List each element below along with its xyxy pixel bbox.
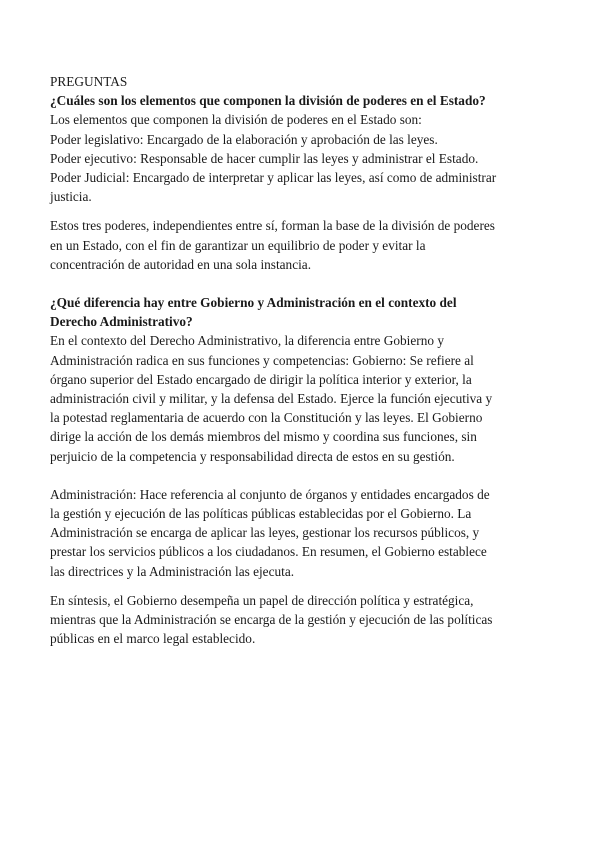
question-2-paragraph-2-line: la gestión y ejecución de las políticas públicas establecidas por el Gobierno. La (50, 506, 472, 522)
question-2-paragraph-1-line: En el contexto del Derecho Administrativo, la diferencia entre Gobierno y (50, 333, 444, 349)
question-2-paragraph-3-line: públicas en el marco legal establecido. (50, 631, 256, 647)
paragraph-spacer (50, 206, 530, 216)
question-2-paragraph-3-line: En síntesis, el Gobierno desempeña un papel de dirección política y estratégica, (50, 592, 474, 608)
question-2-paragraph-1-line: la potestad reglamentaria de acuerdo con la Constitución y las leyes. El Gobierno (50, 410, 483, 426)
question-2-heading: Derecho Administrativo? (50, 314, 193, 330)
question-1-closing-line: Estos tres poderes, independientes entre sí, forman la base de la división de poderes (50, 218, 495, 234)
question-2-paragraph-1-line: órgano superior del Estado encargado de dirigir la política interior y exterior, la (50, 371, 472, 387)
question-2-paragraph-1-line: dirige la acción de los demás miembros del mismo y coordina sus funciones, sin (50, 429, 477, 445)
question-1-heading: ¿Cuáles son los elementos que componen la división de poderes en el Estado? (50, 93, 486, 109)
question-2-paragraph-1-line: Administración radica en sus funciones y competencias: Gobierno: Se refiere al (50, 352, 474, 368)
paragraph-spacer (50, 581, 530, 591)
question-2-paragraph-2-line: Administración: Hace referencia al conjunto de órganos y entidades encargados de (50, 486, 490, 502)
document-title: PREGUNTAS (50, 74, 128, 89)
question-1-closing-line: concentración de autoridad en una sola instancia. (50, 256, 312, 272)
powers-list-item: Poder legislativo: Encargado de la elaboración y aprobación de las leyes. (50, 131, 438, 147)
question-1-intro: Los elementos que componen la división de poderes en el Estado son: (50, 112, 422, 128)
question-2-paragraph-2-line: Administración se encarga de aplicar las leyes, gestionar los recursos públicos, y (50, 525, 480, 541)
question-2-heading: ¿Qué diferencia hay entre Gobierno y Administración en el contexto del (50, 295, 457, 311)
paragraph-spacer (50, 466, 530, 485)
question-2-paragraph-3-line: mientras que la Administración se encarga de la gestión y ejecución de las políticas (50, 612, 493, 628)
question-1-closing-line: en un Estado, con el fin de garantizar un equilibrio de poder y evitar la (50, 237, 426, 253)
powers-list-item: Poder ejecutivo: Responsable de hacer cumplir las leyes y administrar el Estado. (50, 150, 479, 166)
document-content (50, 72, 530, 648)
question-2-paragraph-1-line: perjuicio de la competencia y responsabilidad directa de estos en su gestión. (50, 448, 455, 464)
question-2-paragraph-1-line: administración civil y militar, y la defensa del Estado. Ejerce la función ejecutiva y (50, 391, 493, 407)
powers-list-item: justicia. (50, 189, 92, 205)
question-2-paragraph-2-line: las directrices y la Administración las ejecuta. (50, 563, 295, 579)
section-spacer (50, 274, 530, 293)
powers-list-item: Poder Judicial: Encargado de interpretar y aplicar las leyes, así como de administrar (50, 170, 497, 186)
question-2-paragraph-2-line: prestar los servicios públicos a los ciudadanos. En resumen, el Gobierno establece (50, 544, 487, 560)
